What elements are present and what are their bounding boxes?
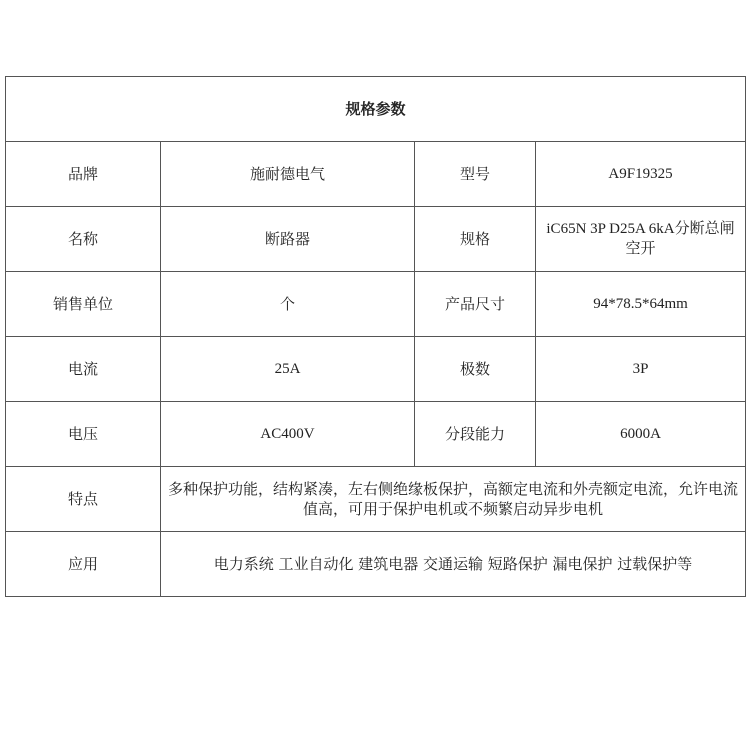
table-row [6,142,746,207]
row-label: 电流 [6,337,161,402]
row-value2: iC65N 3P D25A 6kA分断总闸空开 [536,207,746,272]
row-label2: 极数 [415,337,536,402]
row-label2: 产品尺寸 [415,272,536,337]
row-label: 电压 [6,402,161,467]
features-value: 多种保护功能，结构紧凑，左右侧绝缘板保护，高额定电流和外壳额定电流，允许电流值高，可用于保护电机或不频繁启动异步电机 [161,467,746,532]
application-row [6,532,746,597]
row-value: 个 [161,272,415,337]
title-row [6,77,746,142]
row-value: 25A [161,337,415,402]
application-value: 电力系统 工业自动化 建筑电器 交通运输 短路保护 漏电保护 过载保护等 [161,532,746,597]
table-row [6,337,746,402]
features-row [6,467,746,532]
row-label2: 规格 [415,207,536,272]
application-label: 应用 [6,532,161,597]
table-title: 规格参数 [6,77,746,142]
row-value2: A9F19325 [536,142,746,207]
spec-table [5,76,746,597]
table-row [6,272,746,337]
row-value: 施耐德电气 [161,142,415,207]
row-label2: 分段能力 [415,402,536,467]
row-value: 断路器 [161,207,415,272]
features-label: 特点 [6,467,161,532]
table-row [6,402,746,467]
row-value2: 6000A [536,402,746,467]
row-value2: 3P [536,337,746,402]
row-label: 品牌 [6,142,161,207]
table-row [6,207,746,272]
row-label: 名称 [6,207,161,272]
row-label: 销售单位 [6,272,161,337]
row-label2: 型号 [415,142,536,207]
row-value2: 94*78.5*64mm [536,272,746,337]
row-value: AC400V [161,402,415,467]
